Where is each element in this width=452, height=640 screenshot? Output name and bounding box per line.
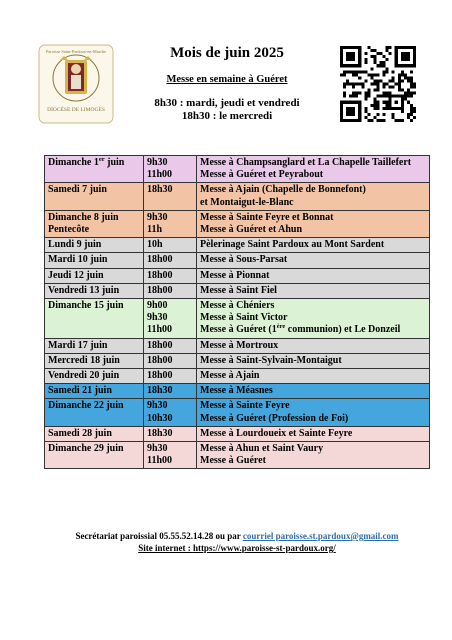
day-label: Lundi 9 juin (48, 239, 102, 251)
time-cell (144, 399, 197, 426)
mass-time: 10h30 (147, 412, 173, 424)
time-cell (144, 283, 197, 298)
mass-time: 11h (147, 224, 163, 236)
time-cell (144, 210, 197, 237)
time-cell (144, 369, 197, 384)
day-label: Mardi 10 juin (48, 254, 108, 266)
mass-description: Messe à Ajain (Chapelle de Bonnefont) (200, 184, 366, 196)
day-cell (45, 253, 144, 268)
mass-description: Messe à Guéret (200, 455, 266, 467)
mass-description: Messe à Chéniers (200, 300, 275, 312)
day-label: Dimanche 1er juin (48, 156, 125, 168)
day-label: Samedi 28 juin (48, 427, 112, 439)
day-cell (45, 384, 144, 399)
mass-cell (197, 426, 430, 441)
time-cell (144, 253, 197, 268)
time-cell (144, 156, 197, 183)
day-cell (45, 283, 144, 298)
day-label: Mardi 17 juin (48, 339, 108, 351)
mass-time: 18h00 (147, 284, 173, 296)
schedule-row (45, 210, 430, 237)
logo-top-text: Paroisse Saint-Pardoux-en-Marche (45, 49, 107, 54)
day-cell (45, 210, 144, 237)
day-cell (45, 183, 144, 210)
mass-cell (197, 156, 430, 183)
day-cell (45, 238, 144, 253)
mass-description: Messe à Guéret (1ère communion) et Le Donzeil (200, 323, 401, 336)
day-cell (45, 156, 144, 183)
day-cell (45, 426, 144, 441)
mass-time: 9h30 (147, 211, 168, 223)
mass-time: 18h00 (147, 370, 173, 382)
day-cell (45, 369, 144, 384)
schedule-row (45, 238, 430, 253)
day-label: Dimanche 29 juin (48, 443, 124, 455)
mass-cell (197, 283, 430, 298)
weekday-hours-line-1: 8h30 : mardi, jeudi et vendredi (154, 97, 300, 109)
mass-cell (197, 353, 430, 368)
mass-time: 18h00 (147, 254, 173, 266)
mass-cell (197, 442, 430, 469)
schedule-row (45, 384, 430, 399)
mass-time: 11h00 (147, 324, 173, 336)
mass-cell (197, 183, 430, 210)
day-cell (45, 299, 144, 339)
mass-cell (197, 268, 430, 283)
mass-description: Messe à Ajain (200, 370, 260, 382)
mass-time: 9h00 (147, 300, 168, 312)
mass-description: Messe à Lourdoueix et Sainte Feyre (200, 427, 353, 439)
schedule-row (45, 268, 430, 283)
day-label: Samedi 7 juin (48, 184, 107, 196)
mass-time: 9h30 (147, 312, 168, 324)
mass-description: Messe à Sainte Feyre (200, 400, 290, 412)
mass-cell (197, 253, 430, 268)
schedule-row (45, 156, 430, 183)
schedule-row (45, 338, 430, 353)
mass-cell (197, 210, 430, 237)
mass-description: Pèlerinage Saint Pardoux au Mont Sardent (200, 239, 385, 251)
secretariat-line (44, 530, 430, 542)
mass-time: 11h00 (147, 169, 173, 181)
day-label: Jeudi 12 juin (48, 269, 104, 281)
day-label: Dimanche 22 juin (48, 400, 124, 412)
time-cell (144, 299, 197, 339)
day-cell (45, 268, 144, 283)
website-line (44, 542, 430, 554)
time-cell (144, 426, 197, 441)
page-title: Mois de juin 2025 (170, 45, 284, 61)
time-cell (144, 353, 197, 368)
mass-description: Messe à Sainte Feyre et Bonnat (200, 211, 334, 223)
time-cell (144, 442, 197, 469)
schedule-row (45, 353, 430, 368)
secretariat-text: Secrétariat paroissial 05.55.52.14.28 ou par (75, 531, 243, 541)
mass-time: 11h00 (147, 455, 173, 467)
mass-description: Messe à Guéret et Ahun (200, 224, 303, 236)
logo-bottom-text: DIOCÈSE DE LIMOGES (47, 107, 105, 113)
schedule-row (45, 183, 430, 210)
time-cell (144, 384, 197, 399)
schedule-row (45, 399, 430, 426)
website-link[interactable]: https://www.paroisse-st-pardoux.org/ (192, 543, 336, 553)
weekday-hours (120, 97, 334, 123)
mass-time: 9h30 (147, 400, 168, 412)
mass-time: 9h30 (147, 443, 168, 455)
mass-time: 18h00 (147, 269, 173, 281)
mass-description: Messe à Saint Fiel (200, 284, 277, 296)
mass-description: Messe à Ahun et Saint Vaury (200, 443, 324, 455)
day-label: Dimanche 8 juin (48, 211, 119, 223)
mass-cell (197, 299, 430, 339)
schedule-row (45, 283, 430, 298)
mass-description: Messe à Guéret (Profession de Foi) (200, 412, 349, 424)
time-cell (144, 183, 197, 210)
schedule-table (44, 155, 430, 469)
day-cell (45, 399, 144, 426)
mass-cell (197, 384, 430, 399)
schedule-row (45, 253, 430, 268)
day-label: Vendredi 13 juin (48, 284, 120, 296)
mass-time: 10h (147, 239, 163, 251)
mass-description: Messe à Saint Victor (200, 312, 288, 324)
time-cell (144, 268, 197, 283)
mass-cell (197, 399, 430, 426)
day-cell (45, 442, 144, 469)
mass-description: et Montaigut-le-Blanc (200, 196, 294, 208)
mass-cell (197, 338, 430, 353)
mass-time: 18h00 (147, 339, 173, 351)
mass-time: 18h30 (147, 184, 173, 196)
mass-description: Messe à Champsanglard et La Chapelle Taillefert (200, 157, 412, 168)
mass-time: 18h00 (147, 354, 173, 366)
day-label: Samedi 21 juin (48, 385, 112, 397)
mass-description: Messe à Sous-Parsat (200, 254, 288, 266)
mass-cell (197, 238, 430, 253)
mass-description: Messe à Guéret et Peyrabout (200, 169, 324, 181)
mass-time: 18h30 (147, 385, 173, 397)
mass-cell (197, 369, 430, 384)
footer (44, 530, 430, 554)
document-header (120, 44, 334, 123)
mass-time: 9h30 (147, 157, 168, 168)
time-cell (144, 238, 197, 253)
feast-label: Pentecôte (48, 224, 90, 236)
time-cell (144, 338, 197, 353)
schedule-row (45, 299, 430, 339)
day-cell (45, 338, 144, 353)
mass-description: Messe à Saint-Sylvain-Montaigut (200, 354, 342, 366)
mass-description: Messe à Mortroux (200, 339, 279, 351)
weekday-mass-heading: Messe en semaine à Guéret (166, 74, 288, 85)
website-label: Site internet : (138, 543, 193, 553)
day-cell (45, 353, 144, 368)
schedule-row (45, 442, 430, 469)
mass-description: Messe à Méasnes (200, 385, 273, 397)
schedule-row (45, 369, 430, 384)
mass-description: Messe à Pionnat (200, 269, 270, 281)
schedule-row (45, 426, 430, 441)
day-label: Vendredi 20 juin (48, 370, 120, 382)
email-link[interactable]: courriel paroisse.st.pardoux@gmail.com (242, 531, 399, 541)
qr-code-icon[interactable] (340, 46, 416, 122)
day-label: Dimanche 15 juin (48, 300, 124, 312)
mass-time: 18h30 (147, 427, 173, 439)
parish-logo (38, 44, 114, 124)
day-label: Mercredi 18 juin (48, 354, 120, 366)
weekday-hours-line-2: 18h30 : le mercredi (181, 110, 273, 122)
